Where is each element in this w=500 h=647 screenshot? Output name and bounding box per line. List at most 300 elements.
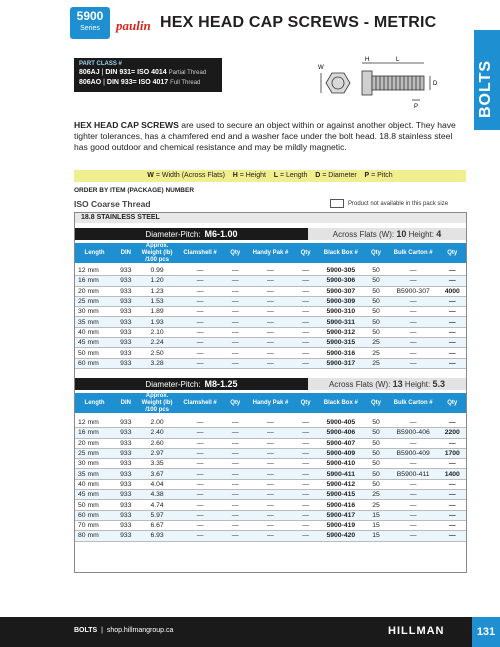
cell-black-box-qty: 25	[364, 348, 387, 358]
cell-black-box-qty: 50	[364, 266, 387, 276]
cell-black-box-qty: 50	[364, 286, 387, 296]
cell-black-box: 5900-315	[317, 338, 364, 348]
cell-bulk-carton: —	[388, 317, 439, 327]
cell-handy-pak-qty: —	[294, 479, 317, 489]
cell-clamshell: —	[177, 428, 224, 438]
cell-bulk-carton-qty: —	[439, 438, 466, 448]
cell-length: 16 mm	[75, 428, 114, 438]
cell-din: 933	[114, 358, 137, 368]
cell-weight: 5.97	[138, 510, 177, 520]
column-header-clamshell-qty: Qty	[230, 400, 241, 406]
cell-length: 40 mm	[75, 479, 114, 489]
cell-clamshell: —	[177, 438, 224, 448]
cell-black-box-qty: 25	[364, 500, 387, 510]
table-row	[75, 317, 466, 327]
cell-weight: 2.60	[138, 438, 177, 448]
cell-handy-pak-qty: —	[294, 510, 317, 520]
cell-black-box-qty: 50	[364, 438, 387, 448]
column-header-black-box: Black Box #	[323, 400, 358, 406]
cell-weight: 1.53	[138, 296, 177, 306]
cell-clamshell-qty: —	[224, 358, 247, 368]
cell-bulk-carton: B5900-307	[388, 286, 439, 296]
cell-clamshell-qty: —	[224, 266, 247, 276]
cell-clamshell-qty: —	[224, 490, 247, 500]
table-row	[75, 510, 466, 520]
cell-clamshell: —	[177, 296, 224, 306]
cell-black-box-qty: 15	[364, 510, 387, 520]
cell-clamshell-qty: —	[224, 469, 247, 479]
cell-weight: 3.28	[138, 358, 177, 368]
cell-black-box: 5900-317	[317, 358, 364, 368]
cell-din: 933	[114, 448, 137, 458]
cell-clamshell-qty: —	[224, 418, 247, 428]
cell-bulk-carton-qty: —	[439, 317, 466, 327]
diagram-label-l: L	[396, 57, 400, 63]
cell-din: 933	[114, 459, 137, 469]
table-row	[75, 327, 466, 337]
cell-black-box-qty: 50	[364, 296, 387, 306]
cell-clamshell: —	[177, 338, 224, 348]
column-header-weight: Approx. Weight (lb) /100 pcs	[141, 243, 173, 263]
cell-bulk-carton-qty: —	[439, 479, 466, 489]
cell-clamshell-qty: —	[224, 479, 247, 489]
cell-handy-pak-qty: —	[294, 317, 317, 327]
cell-weight: 2.10	[138, 327, 177, 337]
column-header-handy-pak-qty: Qty	[300, 250, 311, 256]
cell-black-box: 5900-312	[317, 327, 364, 337]
cell-black-box: 5900-310	[317, 307, 364, 317]
cell-din: 933	[114, 348, 137, 358]
column-header-din: DIN	[120, 250, 131, 256]
cell-weight: 0.99	[138, 266, 177, 276]
cell-length: 30 mm	[75, 307, 114, 317]
cell-clamshell: —	[177, 479, 224, 489]
cell-bulk-carton: —	[388, 490, 439, 500]
cell-length: 12 mm	[75, 266, 114, 276]
cell-black-box: 5900-307	[317, 286, 364, 296]
cell-length: 16 mm	[75, 276, 114, 286]
cell-din: 933	[114, 296, 137, 306]
cell-din: 933	[114, 317, 137, 327]
cell-length: 30 mm	[75, 459, 114, 469]
cell-weight: 3.35	[138, 459, 177, 469]
table-row	[75, 438, 466, 448]
cell-clamshell-qty: —	[224, 327, 247, 337]
cell-bulk-carton-qty: —	[439, 327, 466, 337]
cell-bulk-carton-qty: —	[439, 500, 466, 510]
cell-din: 933	[114, 327, 137, 337]
cell-clamshell-qty: —	[224, 531, 247, 541]
table-row	[75, 266, 466, 276]
cell-handy-pak-qty: —	[294, 276, 317, 286]
cell-black-box-qty: 50	[364, 327, 387, 337]
series-number: 5900	[76, 9, 104, 23]
cell-din: 933	[114, 479, 137, 489]
cell-black-box: 5900-406	[317, 428, 364, 438]
part-class-line: 806AO | DIN 933= ISO 4017 Full Thread	[79, 79, 201, 86]
table-row	[75, 531, 466, 541]
cell-din: 933	[114, 338, 137, 348]
cell-black-box: 5900-411	[317, 469, 364, 479]
material-label: 18.8 STAINLESS STEEL	[75, 213, 466, 223]
cell-weight: 1.20	[138, 276, 177, 286]
page-title: HEX HEAD CAP SCREWS - METRIC	[160, 14, 437, 31]
cell-bulk-carton-qty: —	[439, 307, 466, 317]
cell-handy-pak: —	[247, 317, 294, 327]
cell-bulk-carton-qty: —	[439, 266, 466, 276]
cell-bulk-carton-qty: —	[439, 531, 466, 541]
cell-clamshell: —	[177, 520, 224, 530]
column-header-bulk-carton-qty: Qty	[447, 400, 458, 406]
bolt-diagram	[318, 55, 443, 125]
cell-black-box: 5900-316	[317, 348, 364, 358]
table-row	[75, 469, 466, 479]
cell-bulk-carton-qty: —	[439, 358, 466, 368]
cell-handy-pak-qty: —	[294, 531, 317, 541]
cell-length: 12 mm	[75, 418, 114, 428]
column-header-bulk-carton: Bulk Carton #	[393, 250, 433, 256]
cell-handy-pak: —	[247, 500, 294, 510]
cell-black-box: 5900-417	[317, 510, 364, 520]
not-available-note: Product not available in this pack size	[330, 199, 448, 208]
cell-handy-pak-qty: —	[294, 448, 317, 458]
thread-type: ISO Coarse Thread	[74, 199, 151, 209]
cell-bulk-carton: —	[388, 531, 439, 541]
page-number: 131	[472, 617, 500, 647]
cell-length: 35 mm	[75, 469, 114, 479]
cell-weight: 2.50	[138, 348, 177, 358]
cell-din: 933	[114, 286, 137, 296]
cell-length: 25 mm	[75, 448, 114, 458]
cell-clamshell: —	[177, 307, 224, 317]
cell-length: 50 mm	[75, 500, 114, 510]
cell-length: 70 mm	[75, 520, 114, 530]
column-header-length: Length	[84, 250, 105, 256]
cell-clamshell-qty: —	[224, 348, 247, 358]
table-row	[75, 348, 466, 358]
cell-length: 20 mm	[75, 286, 114, 296]
cell-clamshell: —	[177, 286, 224, 296]
cell-weight: 4.04	[138, 479, 177, 489]
cell-bulk-carton: —	[388, 438, 439, 448]
diagram-label-d: D	[433, 81, 438, 87]
column-header-clamshell: Clamshell #	[183, 250, 217, 256]
cell-weight: 3.67	[138, 469, 177, 479]
cell-handy-pak: —	[247, 327, 294, 337]
footer	[0, 617, 500, 647]
cell-handy-pak-qty: —	[294, 520, 317, 530]
cell-clamshell: —	[177, 348, 224, 358]
cell-handy-pak: —	[247, 479, 294, 489]
column-header-handy-pak: Handy Pak #	[252, 400, 289, 406]
series-badge	[70, 7, 110, 39]
cell-clamshell-qty: —	[224, 338, 247, 348]
cell-clamshell-qty: —	[224, 317, 247, 327]
cell-bulk-carton-qty: —	[439, 418, 466, 428]
cell-clamshell: —	[177, 448, 224, 458]
cell-black-box-qty: 15	[364, 531, 387, 541]
cell-handy-pak: —	[247, 428, 294, 438]
column-header-black-box-qty: Qty	[370, 400, 381, 406]
cell-clamshell: —	[177, 317, 224, 327]
table-row	[75, 459, 466, 469]
cell-handy-pak: —	[247, 276, 294, 286]
cell-handy-pak-qty: —	[294, 418, 317, 428]
cell-length: 35 mm	[75, 317, 114, 327]
cell-clamshell: —	[177, 500, 224, 510]
cell-weight: 1.93	[138, 317, 177, 327]
cell-clamshell-qty: —	[224, 459, 247, 469]
cell-handy-pak-qty: —	[294, 490, 317, 500]
diagram-label-p: P	[414, 104, 419, 110]
cell-length: 50 mm	[75, 348, 114, 358]
cell-clamshell-qty: —	[224, 276, 247, 286]
cell-bulk-carton: —	[388, 327, 439, 337]
cell-bulk-carton: —	[388, 276, 439, 286]
cell-black-box-qty: 25	[364, 490, 387, 500]
cell-weight: 6.93	[138, 531, 177, 541]
cell-bulk-carton-qty: —	[439, 276, 466, 286]
cell-black-box-qty: 50	[364, 428, 387, 438]
cell-handy-pak: —	[247, 266, 294, 276]
cell-handy-pak: —	[247, 348, 294, 358]
column-header-bulk-carton-qty: Qty	[447, 250, 458, 256]
cell-handy-pak-qty: —	[294, 428, 317, 438]
cell-din: 933	[114, 307, 137, 317]
order-by-label: ORDER BY ITEM (PACKAGE) NUMBER	[74, 187, 195, 194]
across-flats: Across Flats (W): 13 Height: 5.3	[308, 378, 466, 390]
across-flats: Across Flats (W): 10 Height: 4	[308, 228, 466, 240]
cell-handy-pak-qty: —	[294, 348, 317, 358]
cell-clamshell-qty: —	[224, 500, 247, 510]
table-row	[75, 286, 466, 296]
cell-handy-pak-qty: —	[294, 286, 317, 296]
cell-handy-pak: —	[247, 286, 294, 296]
cell-length: 40 mm	[75, 327, 114, 337]
cell-din: 933	[114, 266, 137, 276]
cell-black-box-qty: 50	[364, 479, 387, 489]
table-row	[75, 276, 466, 286]
cell-handy-pak: —	[247, 531, 294, 541]
cell-handy-pak: —	[247, 438, 294, 448]
table-row	[75, 448, 466, 458]
cell-weight: 2.40	[138, 428, 177, 438]
cell-black-box-qty: 50	[364, 307, 387, 317]
cell-weight: 2.97	[138, 448, 177, 458]
cell-black-box-qty: 50	[364, 276, 387, 286]
cell-bulk-carton-qty: —	[439, 459, 466, 469]
cell-bulk-carton-qty: —	[439, 510, 466, 520]
cell-black-box: 5900-405	[317, 418, 364, 428]
cell-handy-pak-qty: —	[294, 296, 317, 306]
cell-handy-pak: —	[247, 448, 294, 458]
cell-clamshell: —	[177, 358, 224, 368]
product-table-m6	[75, 266, 466, 369]
column-header-handy-pak: Handy Pak #	[252, 250, 289, 256]
cell-handy-pak: —	[247, 358, 294, 368]
cell-clamshell-qty: —	[224, 510, 247, 520]
series-label: Series	[80, 25, 100, 32]
cell-bulk-carton: —	[388, 296, 439, 306]
cell-handy-pak-qty: —	[294, 338, 317, 348]
table-row	[75, 428, 466, 438]
cell-length: 20 mm	[75, 438, 114, 448]
cell-handy-pak: —	[247, 418, 294, 428]
cell-black-box: 5900-420	[317, 531, 364, 541]
table-row	[75, 500, 466, 510]
cell-length: 45 mm	[75, 490, 114, 500]
cell-black-box: 5900-407	[317, 438, 364, 448]
cell-handy-pak-qty: —	[294, 469, 317, 479]
cell-din: 933	[114, 531, 137, 541]
column-header-handy-pak-qty: Qty	[300, 400, 311, 406]
cell-length: 80 mm	[75, 531, 114, 541]
cell-bulk-carton-qty: —	[439, 338, 466, 348]
cell-clamshell: —	[177, 327, 224, 337]
cell-handy-pak-qty: —	[294, 438, 317, 448]
cell-din: 933	[114, 490, 137, 500]
cell-black-box: 5900-416	[317, 500, 364, 510]
brand-logo: paulin	[116, 18, 151, 33]
cell-clamshell: —	[177, 510, 224, 520]
cell-bulk-carton: B5900-411	[388, 469, 439, 479]
cell-din: 933	[114, 500, 137, 510]
table-row	[75, 338, 466, 348]
cell-weight: 4.38	[138, 490, 177, 500]
cell-black-box-qty: 15	[364, 520, 387, 530]
cell-weight: 2.24	[138, 338, 177, 348]
cell-weight: 1.89	[138, 307, 177, 317]
cell-bulk-carton: B5900-406	[388, 428, 439, 438]
hillman-logo: HILLMAN	[388, 625, 445, 637]
cell-handy-pak-qty: —	[294, 327, 317, 337]
cell-black-box-qty: 50	[364, 317, 387, 327]
cell-clamshell: —	[177, 459, 224, 469]
cell-clamshell: —	[177, 266, 224, 276]
table-row	[75, 479, 466, 489]
cell-clamshell: —	[177, 276, 224, 286]
column-header-din: DIN	[120, 400, 131, 406]
cell-black-box-qty: 50	[364, 448, 387, 458]
cell-black-box-qty: 50	[364, 469, 387, 479]
cell-din: 933	[114, 418, 137, 428]
side-tab	[474, 30, 500, 130]
cell-clamshell: —	[177, 469, 224, 479]
column-header-black-box-qty: Qty	[370, 250, 381, 256]
column-header-clamshell-qty: Qty	[230, 250, 241, 256]
cell-din: 933	[114, 428, 137, 438]
diameter-pitch: Diameter-Pitch: M6-1.00	[75, 228, 308, 240]
cell-bulk-carton: —	[388, 338, 439, 348]
part-class-line: 806AJ | DIN 931= ISO 4014 Partial Thread	[79, 69, 207, 76]
diagram-label-w: W	[318, 65, 324, 71]
cell-handy-pak: —	[247, 510, 294, 520]
cell-black-box: 5900-309	[317, 296, 364, 306]
column-header-row	[75, 243, 466, 263]
cell-bulk-carton-qty: —	[439, 296, 466, 306]
cell-weight: 2.00	[138, 418, 177, 428]
cell-handy-pak: —	[247, 490, 294, 500]
cell-black-box-qty: 25	[364, 358, 387, 368]
section-header-m8	[75, 378, 466, 390]
diagram-label-h: H	[365, 57, 370, 63]
cell-din: 933	[114, 510, 137, 520]
cell-bulk-carton: B5900-409	[388, 448, 439, 458]
cell-clamshell-qty: —	[224, 307, 247, 317]
cell-din: 933	[114, 276, 137, 286]
cell-bulk-carton: —	[388, 459, 439, 469]
cell-black-box-qty: 50	[364, 418, 387, 428]
cell-weight: 6.67	[138, 520, 177, 530]
table-row	[75, 358, 466, 368]
cell-black-box: 5900-412	[317, 479, 364, 489]
footer-text: BOLTS | shop.hillmangroup.ca	[74, 627, 174, 634]
cell-bulk-carton: —	[388, 358, 439, 368]
cell-clamshell-qty: —	[224, 428, 247, 438]
cell-bulk-carton: —	[388, 348, 439, 358]
table-row	[75, 520, 466, 530]
column-header-bulk-carton: Bulk Carton #	[393, 400, 433, 406]
cell-handy-pak: —	[247, 520, 294, 530]
table-row	[75, 418, 466, 428]
column-header-row	[75, 393, 466, 413]
cell-clamshell: —	[177, 418, 224, 428]
cell-black-box: 5900-419	[317, 520, 364, 530]
cell-black-box: 5900-415	[317, 490, 364, 500]
cell-clamshell: —	[177, 531, 224, 541]
table-row	[75, 307, 466, 317]
cell-bulk-carton-qty: —	[439, 490, 466, 500]
column-header-black-box: Black Box #	[323, 250, 358, 256]
cell-bulk-carton: —	[388, 307, 439, 317]
cell-black-box-qty: 50	[364, 459, 387, 469]
cell-din: 933	[114, 438, 137, 448]
column-header-weight: Approx. Weight (lb) /100 pcs	[141, 393, 173, 413]
cell-black-box: 5900-311	[317, 317, 364, 327]
cell-handy-pak: —	[247, 459, 294, 469]
cell-length: 45 mm	[75, 338, 114, 348]
cell-black-box: 5900-410	[317, 459, 364, 469]
cell-clamshell-qty: —	[224, 296, 247, 306]
table-row	[75, 490, 466, 500]
cell-bulk-carton-qty: 1700	[439, 448, 466, 458]
cell-bulk-carton-qty: 2200	[439, 428, 466, 438]
cell-length: 60 mm	[75, 510, 114, 520]
column-header-clamshell: Clamshell #	[183, 400, 217, 406]
cell-handy-pak: —	[247, 338, 294, 348]
cell-clamshell-qty: —	[224, 448, 247, 458]
section-header-m6	[75, 228, 466, 240]
cell-handy-pak-qty: —	[294, 500, 317, 510]
cell-handy-pak-qty: —	[294, 358, 317, 368]
cell-bulk-carton: —	[388, 500, 439, 510]
cell-handy-pak: —	[247, 307, 294, 317]
cell-black-box: 5900-305	[317, 266, 364, 276]
cell-clamshell-qty: —	[224, 520, 247, 530]
cell-weight: 1.23	[138, 286, 177, 296]
cell-length: 25 mm	[75, 296, 114, 306]
side-tab-label: BOLTS	[477, 59, 494, 118]
footer-url[interactable]: shop.hillmangroup.ca	[106, 627, 174, 634]
cell-weight: 4.74	[138, 500, 177, 510]
cell-handy-pak-qty: —	[294, 307, 317, 317]
product-description: HEX HEAD CAP SCREWS are used to secure an object within or against another object. They have tighter tolerances, has a chamfered end and a washer face under the bolt head. 18.8 stainless steel has good outdoor and chemical resistance and may be mildly magnetic.	[74, 120, 456, 152]
cell-bulk-carton: —	[388, 418, 439, 428]
cell-clamshell: —	[177, 490, 224, 500]
cell-black-box: 5900-409	[317, 448, 364, 458]
cell-length: 60 mm	[75, 358, 114, 368]
cell-bulk-carton-qty: 4000	[439, 286, 466, 296]
